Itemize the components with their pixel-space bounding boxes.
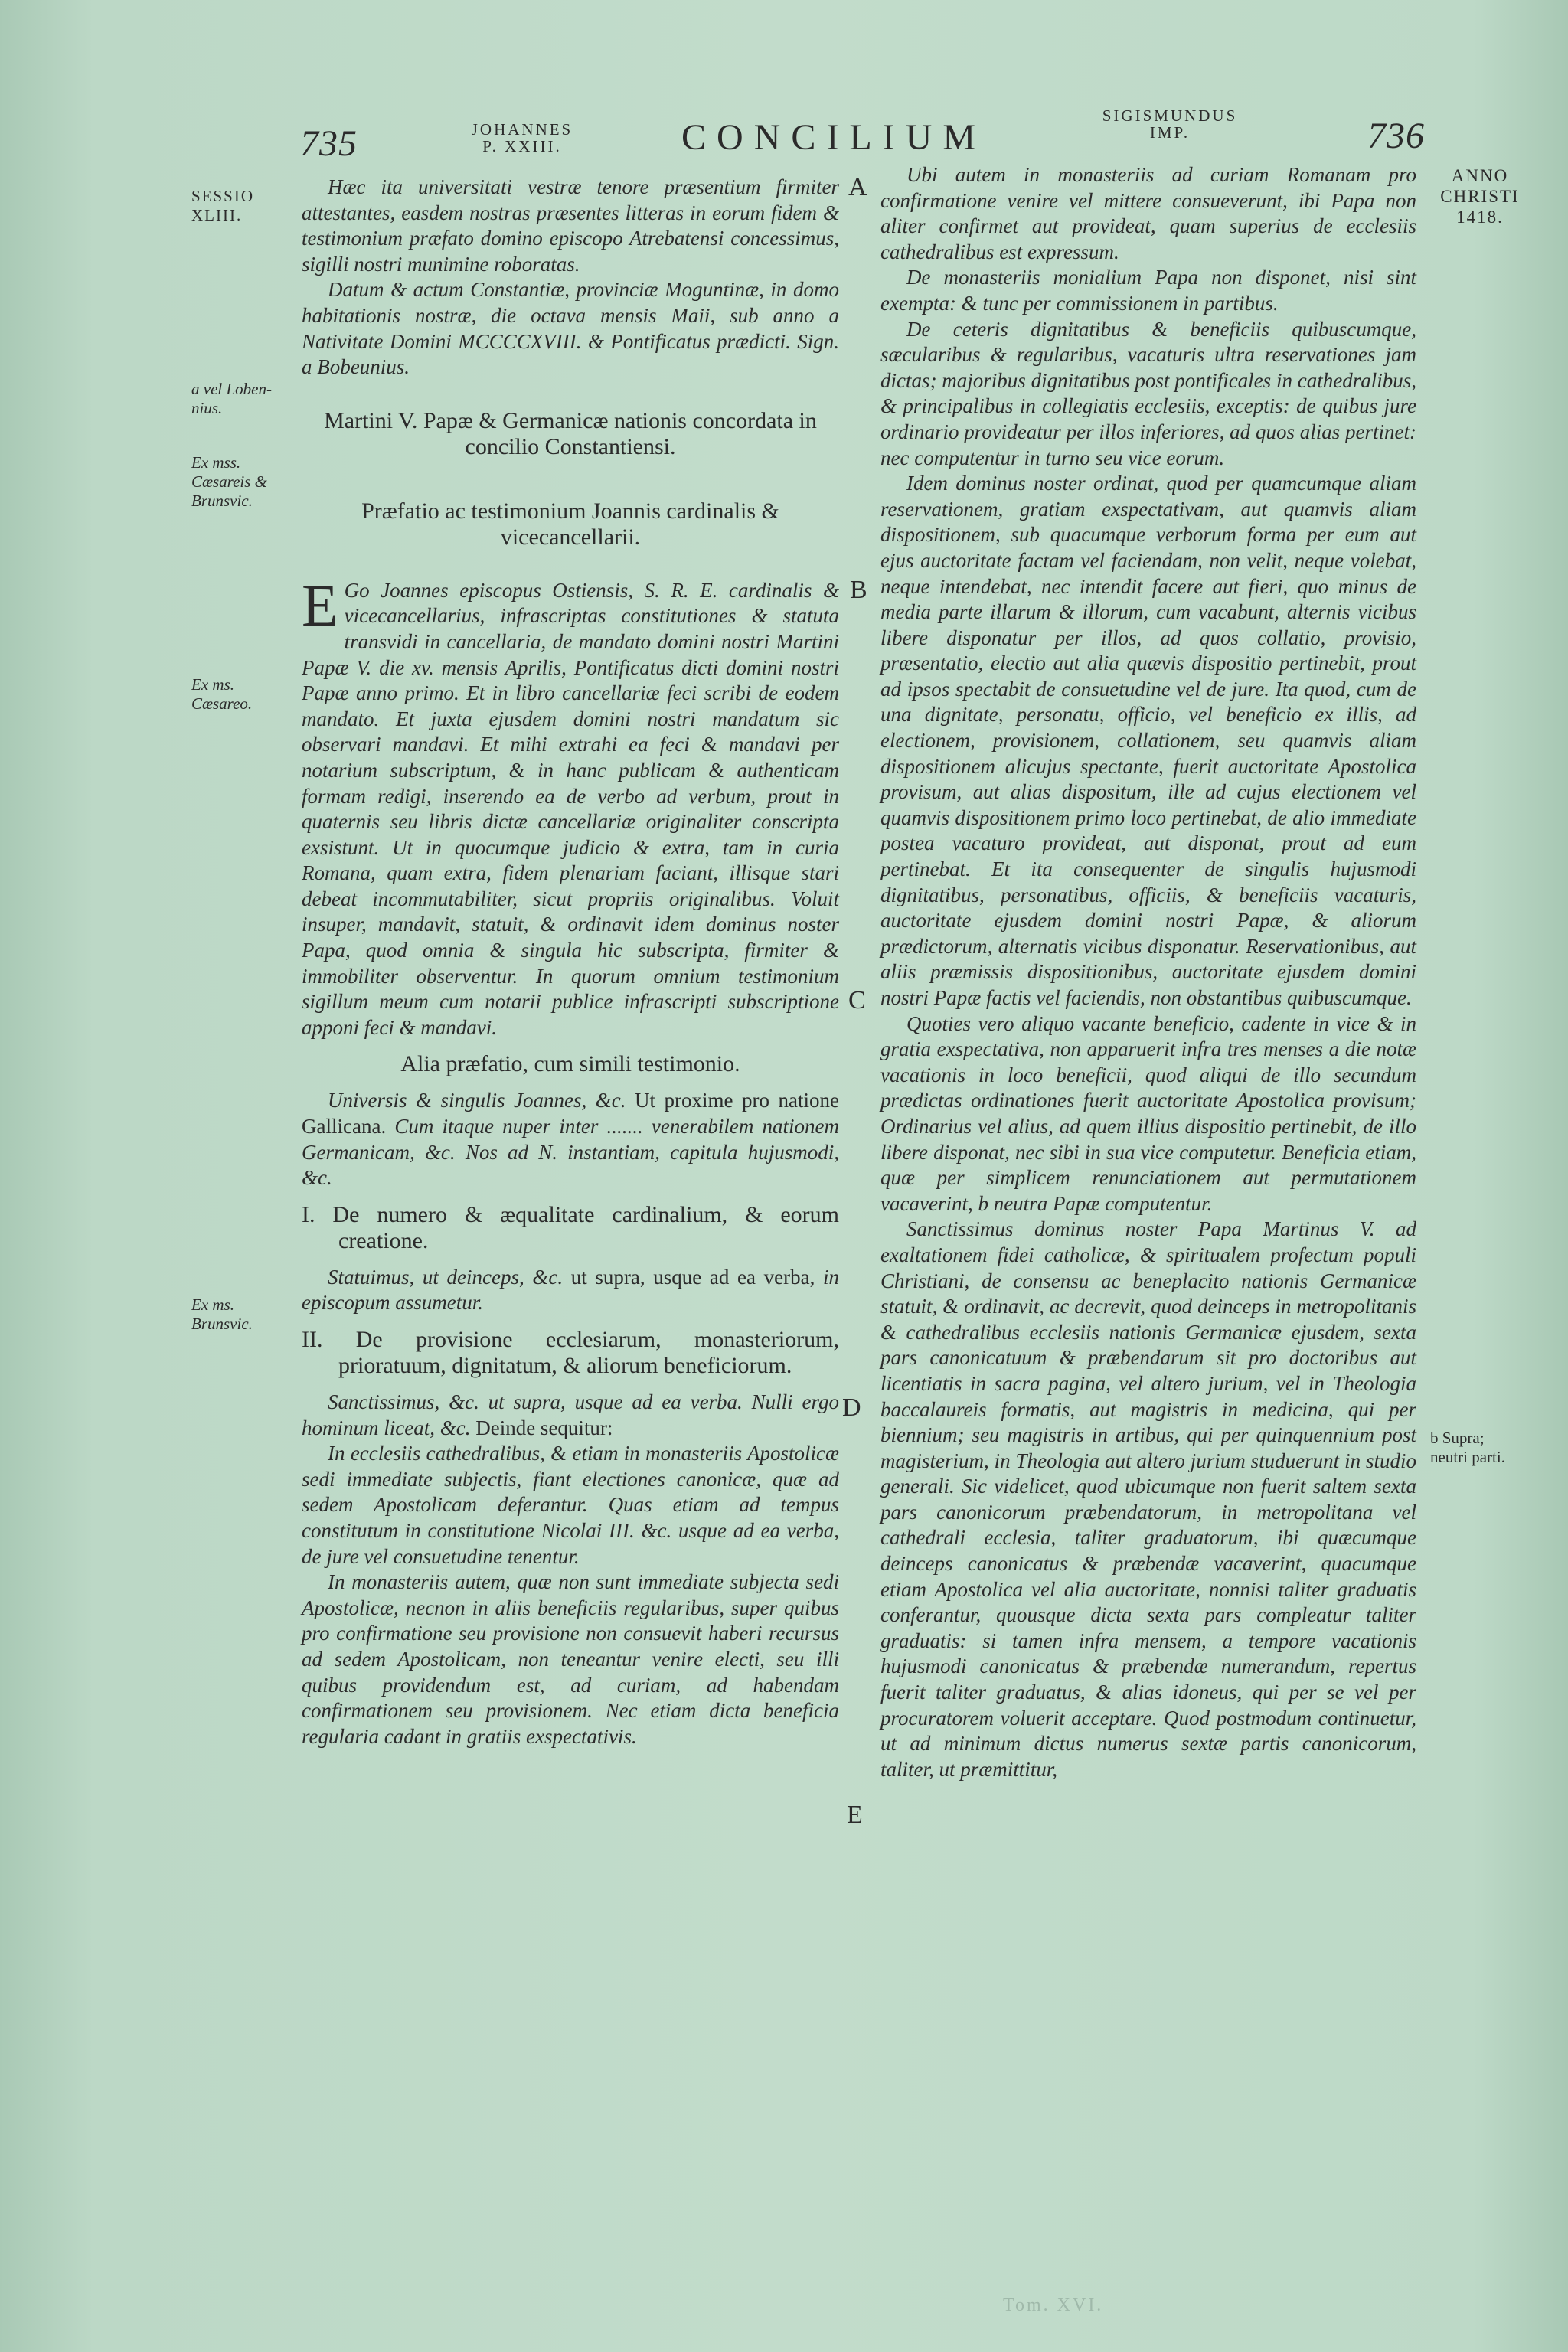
spacer bbox=[302, 471, 839, 488]
left-paragraph-6b: Nulli ergo hominum liceat, &c. bbox=[302, 1390, 839, 1439]
pope-number: P. XXIII. bbox=[482, 137, 562, 155]
chapter-1-heading: I. De numero & æqualitate cardinalium, & eorum creatione. bbox=[302, 1201, 839, 1253]
volume-footer: Tom. XVI. bbox=[1003, 2295, 1104, 2315]
pope-name bbox=[469, 121, 576, 155]
page-number-right: 736 bbox=[1367, 116, 1425, 156]
right-paragraph-1: Ubi autem in monasteriis ad curiam Romanam pro confirmatione venire vel mittere consueverunt, ibi Papa non aliter confirmet aut provideat, quam superius de ecclesiis cathedralibus est expressum. bbox=[880, 163, 1416, 263]
right-column bbox=[880, 162, 1416, 1782]
section-letter-b: B bbox=[850, 576, 867, 604]
drop-capital: E bbox=[302, 571, 338, 639]
left-paragraph-3 bbox=[302, 571, 839, 1041]
left-paragraph-5 bbox=[302, 1265, 839, 1316]
left-paragraph-4c: Cum itaque nuper inter ....... venerabilem nationem Germanicam, &c. Nos ad N. instantiam, capitula hujusmodi, &c. bbox=[302, 1115, 839, 1190]
section-letter-c: C bbox=[848, 986, 866, 1014]
session-note: SESSIO XLIII. bbox=[191, 187, 255, 224]
concordat-heading: Martini V. Papæ & Germanicæ nationis concordata in concilio Constantiensi. bbox=[324, 407, 817, 459]
left-paragraph-6c: Deinde sequitur: bbox=[470, 1416, 613, 1439]
left-paragraph-8: In monasteriis autem, quæ non sunt immediate subjecta sedi Apostolicæ, necnon in aliis beneficiis regularibus, super quibus pro confirmatione seu provisione non consuevit haberi recursus ad sedem Apostolicam, non teneantur venire electi, seu illi quibus providendum est, ad curiam, ad habendam confirmationem seu provisionem. Nec etiam dicta beneficia regularia cadant in gratiis exspectativis. bbox=[302, 1570, 839, 1748]
running-title: CONCILIUM bbox=[681, 117, 986, 158]
left-paragraph-4a: Universis & singulis Joannes, &c. bbox=[328, 1089, 626, 1112]
emperor-title: IMP. bbox=[1149, 123, 1191, 142]
right-paragraph-6: Sanctissimus dominus noster Papa Martinus V. ad exaltationem fidei catholicæ, & spiritualem profectum populi Christiani, de consensu ac beneplacito nationis Germanicæ statuit, & ordinavit, ac decrevit, quod deinceps in metropolitanis & cathedralibus ecclesiis nationis Germanicæ ejusdem, sexta pars canonicatuum & præbendarum sit pro doctoribus aut licentiatis in sacra pagina, vel altero jurium, vel in Theologia baccalaureis formatis, aut magistris in medicina, qui per biennium; seu magistris in artibus, qui per quinquennium post magisterium, in Theologia aut altero jurium studuerunt in studio generali. Sic videlicet, quod ubicumque non fuerit saltem sexta pars canonicorum præbendatorum, in metropolitana vel cathedrali ecclesia, taliter graduatorum, ibi quæcumque deinceps canonicatus & præbendæ vacaverint, quacumque etiam Apostolica vel alia auctoritate, nonnisi taliter graduatis conferantur, quousque dicta sexta pars compleatur taliter graduatis: si tamen infra mensem, a tempore vacationis hujusmodi canonicatus & præbendæ numerandum, repertus fuerit taliter graduatus, & alias idoneus, qui per se vel per procuratorem voluerit acceptare. Quod postmodum continuetur, ut ad minimum dictus numerus sextæ partis canonicorum, taliter, ut præmittitur, bbox=[880, 1217, 1416, 1781]
left-paragraph-7: In ecclesiis cathedralibus, & etiam in monasteriis Apostolicæ sedi immediate subjectis, fiant electiones canonicæ, quæ ad sedem Apostolicam deferantur. Quas etiam ad tempus constitutum in constitutione Nicolai III. &c. usque ad ea verba, de jure vel consuetudine tenentur. bbox=[302, 1442, 839, 1568]
left-column bbox=[302, 175, 839, 1749]
section-letter-d: D bbox=[842, 1393, 861, 1422]
left-paragraph-5b: ut supra, usque ad ea verba, bbox=[563, 1265, 823, 1289]
left-paragraph-2: Datum & actum Constantiæ, provinciæ Moguntinæ, in domo habitationis nostræ, die octava mensis Maii, sub anno a Nativitate Domini MCCCCXVIII. & Pontificatus prædicti. Sign. a Bobeunius. bbox=[302, 278, 839, 379]
pope-label: JOHANNES bbox=[471, 120, 573, 139]
margin-note-a: a vel Loben-nius. bbox=[191, 380, 272, 417]
right-paragraph-5: Quoties vero aliquo vacante beneficio, cadente in vice & in gratia exspectativa, non apparuerit infra tres menses a die notæ vacationis in loco beneficii, quod aliqui de illo secundum prædictas ordinationes fuerit auctoritate Apostolica provisum; Ordinarius vel alius, ad quem illius dispositio pertinebit, de illo libere disponat, nec sibi in sua vice computetur. Beneficia etiam, quæ per simplicem renunciationem aut permutationem vacaverint, b neutra Papæ computentur. bbox=[880, 1011, 1416, 1215]
right-paragraph-3: De ceteris dignitatibus & beneficiis quibuscumque, sæcularibus & regularibus, vacaturis ultra reservationes jam dictas; majoribus dignitatibus post pontificales in cathedralibus, & principalibus in collegiatis ecclesiis, exceptis: de quibus jure ordinario provideatur per illos inferiores, ad quos alias pertinet: nec computentur in turno seu vice eorum. bbox=[880, 317, 1416, 469]
emperor-name bbox=[1093, 107, 1246, 141]
left-paragraph-4 bbox=[302, 1088, 839, 1191]
left-paragraph-1: Hæc ita universitati vestræ tenore præsentium firmiter attestantes, easdem nostras præsentes litteras in eorum fidem & testimonium præfato domino episcopo Atrebatensi concessimus, sigilli nostri munimine roboratas. bbox=[302, 175, 839, 276]
emperor-label: SIGISMUNDUS bbox=[1102, 106, 1238, 125]
right-paragraph-4: Idem dominus noster ordinat, quod per quamcumque aliam reservationem, gratiam exspectativam, aut quamvis aliam dispositionem, sub quacumque verborum forma per eum aut ejus auctoritate factam vel faciendam, non velit, neque volebat, neque intendebat, nec intendit facere aut fieri, quo minus de media parte illarum & illorum, cum vacabunt, alternis vicibus libere disponatur per illos, ad quos collatio, provisio, præsentatio, electio aut alia quævis dispositio pertinebit, prout ad ipsos spectabit de consuetudine vel de jure. Ita quod, cum de una dignitate, personatu, officio, vel beneficio ex illis, ad electionem, provisionem, collationem, seu quamvis aliam dispositionem alicujus spectante, fuerit auctoritate Apostolica provisum, aut alias dispositum, ille ad cujus electionem vel quamvis dispositionem primo loco pertinebat, de alio immediate postea vacaturo provideat, aut disponat, prout ad eum pertinebat. Et ita consequenter de singulis hujusmodi dignitatibus, personatibus, officiis, & beneficiis vacaturis, auctoritate ejusdem domini nostri Papæ, & aliorum prædictorum, alternatis vicibus disponatur. Reservationibus, aut aliis præmissis dispositionibus, auctoritate ejusdem domini nostri Papæ factis vel faciendis, non obstantibus quibuscumque. bbox=[880, 472, 1416, 1009]
preface-heading: Præfatio ac testimonium Joannis cardinalis & vicecancellarii. bbox=[361, 498, 779, 550]
chapter-2-heading: II. De provisione ecclesiarum, monasteriorum, prioratuum, dignitatum, & aliorum beneficiorum. bbox=[302, 1327, 839, 1378]
margin-note-brunsvic: Ex ms. Brunsvic. bbox=[191, 1295, 253, 1333]
spacer bbox=[302, 381, 839, 397]
second-preface-heading: Alia præfatio, cum simili testimonio. bbox=[400, 1051, 740, 1077]
left-paragraph-3-text: Go Joannes episcopus Ostiensis, S. R. E. cardinalis & vicecancellarius, infrascriptas constitutiones & statuta transvidi in cancellaria, de mandato domini nostri Martini Papæ V. die xv. mensis Aprilis, Pontificatus dicti domini nostri Papæ anno primo. Et in libro cancellariæ feci scribi de eodem mandato. Et juxta ejusdem domini nostri mandatum sic observari mandavi. Et mihi extrahi ea feci & mandavi per notarium subscriptum, & in hanc publicam & authenticam formam redigi, inserendo ea de verbo ad verbum, prout in quaternis seu libris dictæ cancellariæ originaliter conscripta exsistunt. Ut in quocumque judicio & extra, tam in curia Romana, quam extra, fidem plenariam faciant, illisque stari debeat incommutabiliter, sicut propriis originalibus. Voluit insuper, mandavit, statuit, & ordinavit idem dominus noster Papa, quod omnia & singula hic subscripta, firmiter & immobiliter observentur. In quorum omnium testimonium sigillum meum cum notarii publice infrascripti subscriptione apponi feci & mandavi. bbox=[302, 578, 839, 1039]
section-letter-a: A bbox=[848, 173, 867, 201]
margin-note-sources: Ex mss. Cæsareis & Brunsvic. bbox=[191, 453, 267, 510]
page-number-left: 735 bbox=[300, 123, 358, 164]
margin-note-b: b Supra; neutri parti. bbox=[1430, 1429, 1505, 1466]
left-paragraph-5c: in episcopum assumetur. bbox=[302, 1265, 839, 1315]
section-letter-e: E bbox=[847, 1801, 863, 1829]
left-paragraph-6 bbox=[302, 1390, 839, 1441]
year-note: ANNO CHRISTI 1418. bbox=[1440, 166, 1520, 227]
margin-note-caesareo: Ex ms. Cæsareo. bbox=[191, 675, 253, 713]
left-paragraph-5a: Statuimus, ut deinceps, &c. bbox=[328, 1265, 564, 1289]
left-paragraph-6a: Sanctissimus, &c. ut supra, usque ad ea verba. bbox=[328, 1390, 752, 1413]
left-paragraph-4b: Ut proxime pro natione Gallicana. bbox=[302, 1089, 839, 1138]
spacer bbox=[302, 561, 839, 578]
right-paragraph-2: De monasteriis monialium Papa non disponet, nisi sint exempta: & tunc per commissionem in partibus. bbox=[880, 266, 1416, 315]
